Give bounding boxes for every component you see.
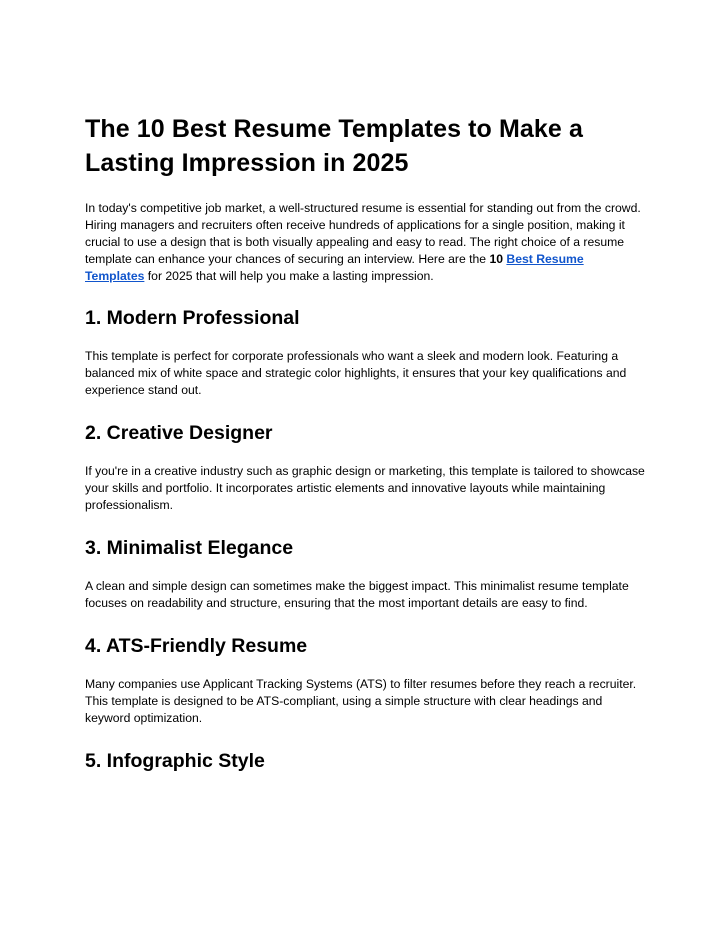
intro-text-before: In today's competitive job market, a well-structured resume is essential for standing out from the crowd. Hiring managers and recruiters often receive hundreds of applications for a single position, making it crucial to use a design that is both visually appealing and easy to read. The right choice of a resume template can enhance your chances of securing an interview. Here are the xyxy=(85,201,641,266)
intro-paragraph xyxy=(85,200,645,285)
section-heading: 4. ATS-Friendly Resume xyxy=(85,635,308,657)
section-body: If you're in a creative industry such as graphic design or marketing, this template is tailored to showcase your skills and portfolio. It incorporates artistic elements and innovative layouts while maintaining professionalism. xyxy=(85,464,645,512)
section-heading: 3. Minimalist Elegance xyxy=(85,537,294,559)
section-heading: 2. Creative Designer xyxy=(85,422,273,444)
section-ats-friendly-resume xyxy=(85,634,645,727)
section-heading: 1. Modern Professional xyxy=(85,307,300,329)
section-modern-professional xyxy=(85,306,645,399)
section-body: Many companies use Applicant Tracking Systems (ATS) to filter resumes before they reach a recruiter. This template is designed to be ATS-compliant, using a simple structure with clear headings and keyword optimization. xyxy=(85,677,637,725)
section-heading: 5. Infographic Style xyxy=(85,750,265,772)
intro-bold-number: 10 xyxy=(489,252,504,266)
best-resume-templates-link[interactable]: Best Resume Templates xyxy=(85,252,584,283)
section-infographic-style xyxy=(85,749,645,773)
section-minimalist-elegance xyxy=(85,536,645,612)
section-body: This template is perfect for corporate professionals who want a sleek and modern look. Featuring a balanced mix of white space and strategic color highlights, it ensures that your key qualifications and experience stand out. xyxy=(85,349,627,397)
intro-text-after: for 2025 that will help you make a lasting impression. xyxy=(144,269,434,283)
section-body: A clean and simple design can sometimes make the biggest impact. This minimalist resume template focuses on readability and structure, ensuring that the most important details are easy to find. xyxy=(85,579,629,610)
section-creative-designer xyxy=(85,421,645,514)
document-page xyxy=(85,112,645,773)
document-title: The 10 Best Resume Templates to Make a Lasting Impression in 2025 xyxy=(85,115,583,177)
